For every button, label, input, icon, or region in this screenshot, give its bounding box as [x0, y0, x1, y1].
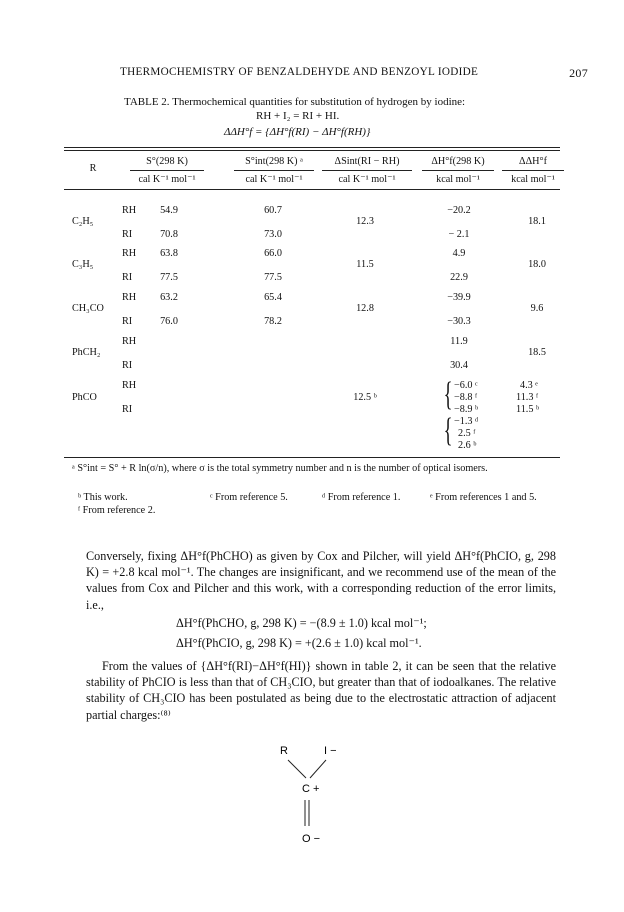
col-header-sint: [234, 155, 314, 186]
col-header-dhf-name: ΔH°f(298 K): [431, 156, 485, 167]
cell-sint-rh: 66.0: [264, 248, 282, 259]
cell-s-rh: 54.9: [160, 205, 178, 216]
col-header-sint-name: S°int(298 K) ᵃ: [245, 156, 303, 167]
cell-dhf-rh-3: −8.9 ᵇ: [454, 404, 479, 415]
table-definition: ΔΔH°f = {ΔH°f(RI) − ΔH°f(RH)}: [224, 126, 371, 138]
cell-sint-ri: 77.5: [264, 272, 282, 283]
footnote-e: ᵉ From references 1 and 5.: [430, 492, 537, 503]
table-reaction: RH + I₂ = RI + HI.: [256, 110, 340, 122]
cell-dhf-ri: 30.4: [450, 360, 468, 371]
col-header-ds: [322, 155, 412, 186]
cell-dhf-ri: 22.9: [450, 272, 468, 283]
col-header-dhf-unit: kcal mol⁻¹: [422, 170, 494, 186]
cell-sint-rh: 65.4: [264, 292, 282, 303]
cell-dhf-ri: −30.3: [447, 316, 471, 327]
row-label-ri: RI: [122, 316, 133, 327]
running-head-title: THERMOCHEMISTRY OF BENZALDEHYDE AND BENZOYL IODIDE: [120, 66, 479, 78]
cell-ds: 12.3: [356, 216, 374, 227]
table-top-rule: [64, 147, 560, 148]
structure-o-label: O −: [302, 833, 321, 845]
cell-sint-ri: 78.2: [264, 316, 282, 327]
row-label-rh: RH: [122, 248, 137, 259]
cell-ddh: 9.6: [530, 303, 544, 314]
structure-r-label: R: [280, 745, 288, 757]
cell-ddh: 18.5: [528, 347, 546, 358]
cell-s-ri: 76.0: [160, 316, 178, 327]
footnote-b: ᵇ This work.: [78, 492, 128, 503]
table-caption: TABLE 2. Thermochemical quantities for substitution of hydrogen by iodine:: [124, 96, 466, 108]
cell-dhf-rh: −20.2: [447, 205, 471, 216]
col-header-sint-unit: cal K⁻¹ mol⁻¹: [234, 170, 314, 186]
cell-dhf-rh: 4.9: [452, 248, 466, 259]
row-label-r: PhCO: [72, 392, 97, 403]
table-header-rule: [64, 189, 560, 190]
cell-s-rh: 63.8: [160, 248, 178, 259]
cell-ddh: 18.0: [528, 259, 546, 270]
row-label-rh: RH: [122, 292, 137, 303]
cell-dhf-ri-3: 2.6 ᵇ: [458, 440, 477, 451]
bond-r-c: [288, 760, 306, 778]
row-label-rh: RH: [122, 380, 137, 391]
equation-2: ΔH°f(PhCIO, g, 298 K) = +(2.6 ± 1.0) kcal mol⁻¹.: [176, 636, 422, 650]
footnote-d: ᵈ From reference 1.: [322, 492, 401, 503]
row-label-r: C₃H₅: [72, 259, 94, 270]
col-header-s-unit: cal K⁻¹ mol⁻¹: [130, 170, 204, 186]
body-paragraph-1: Conversely, fixing ΔH°f(PhCHO) as given by Cox and Pilcher, will yield ΔH°f(PhCIO, g, 298 K) = +2.8 kcal mol⁻¹. The changes are insignificant, and we recommend use of the mean of the values from Cox and Pilcher and this work, with a corresponding reduction of the error limits, i.e.,: [86, 549, 556, 612]
cell-s-rh: 63.2: [160, 292, 178, 303]
footnote-a: ᵃ S°int = S° + R ln(σ/n), where σ is the total symmetry number and n is the number of optical isomers.: [72, 463, 488, 474]
row-label-ri: RI: [122, 272, 133, 283]
col-header-ds-name: ΔSint(RI − RH): [334, 156, 400, 167]
col-header-r: R: [89, 163, 97, 174]
cell-dhf-ri-2: 2.5 ᶠ: [458, 428, 476, 439]
structure-i-label: I −: [324, 745, 337, 757]
row-label-ri: RI: [122, 360, 133, 371]
cell-dhf-ri-1: −1.3 ᵈ: [454, 416, 479, 427]
cell-s-ri: 77.5: [160, 272, 178, 283]
col-header-ddh-name: ΔΔH°f: [519, 156, 547, 167]
brace-rh: {: [443, 376, 453, 413]
cell-ddh: 18.1: [528, 216, 546, 227]
cell-ds: 12.5 ᵇ: [353, 392, 377, 403]
page-number: 207: [569, 66, 588, 80]
footnote-f: ᶠ From reference 2.: [78, 505, 156, 516]
cell-s-ri: 70.8: [160, 229, 178, 240]
table-top-rule-2: [64, 150, 560, 151]
structure-c-label: C +: [302, 783, 320, 795]
cell-ddh-2: 11.3 ᶠ: [516, 392, 539, 403]
cell-ddh-1: 4.3 ᵉ: [520, 380, 538, 391]
row-label-rh: RH: [122, 205, 137, 216]
cell-dhf-rh-1: −6.0 ᶜ: [454, 380, 478, 391]
bond-i-c: [310, 760, 326, 778]
running-head: [120, 66, 588, 80]
col-header-ds-unit: cal K⁻¹ mol⁻¹: [322, 170, 412, 186]
cell-dhf-rh: 11.9: [450, 336, 468, 347]
row-label-r: CH₃CO: [72, 303, 104, 314]
equation-1: ΔH°f(PhCHO, g, 298 K) = −(8.9 ± 1.0) kcal mol⁻¹;: [176, 616, 427, 630]
body-paragraph-2: From the values of {ΔH°f(RI)−ΔH°f(HI)} shown in table 2, it can be seen that the relative stability of PhCIO is less than that of CH₃CIO, but greater than that of iodoalkanes. The relative stability of CH₃CIO has been postulated as being due to the electrostatic attraction of adjacent partial charges:⁽⁸⁾: [86, 659, 556, 722]
table-bottom-rule: [64, 457, 560, 458]
col-header-s-name: S°(298 K): [146, 156, 188, 167]
cell-ddh-3: 11.5 ᵇ: [516, 404, 540, 415]
col-header-ddh-unit: kcal mol⁻¹: [502, 170, 564, 186]
cell-sint-ri: 73.0: [264, 229, 282, 240]
row-label-ri: RI: [122, 404, 133, 415]
row-label-r: C₂H₅: [72, 216, 94, 227]
col-header-ddh: [502, 155, 564, 186]
row-label-rh: RH: [122, 336, 137, 347]
cell-dhf-rh-2: −8.8 ᶠ: [454, 392, 478, 403]
cell-ds: 12.8: [356, 303, 374, 314]
col-header-dhf: [422, 155, 494, 186]
cell-dhf-ri: − 2.1: [448, 229, 470, 240]
cell-dhf-rh: −39.9: [447, 292, 471, 303]
cell-sint-rh: 60.7: [264, 205, 282, 216]
col-header-s: [130, 155, 204, 186]
cell-ds: 11.5: [356, 259, 374, 270]
brace-ri: {: [443, 412, 453, 449]
acyl-iodide-structure: [274, 742, 354, 862]
row-label-r: PhCH₂: [72, 347, 101, 358]
footnote-c: ᶜ From reference 5.: [210, 492, 288, 503]
row-label-ri: RI: [122, 229, 133, 240]
